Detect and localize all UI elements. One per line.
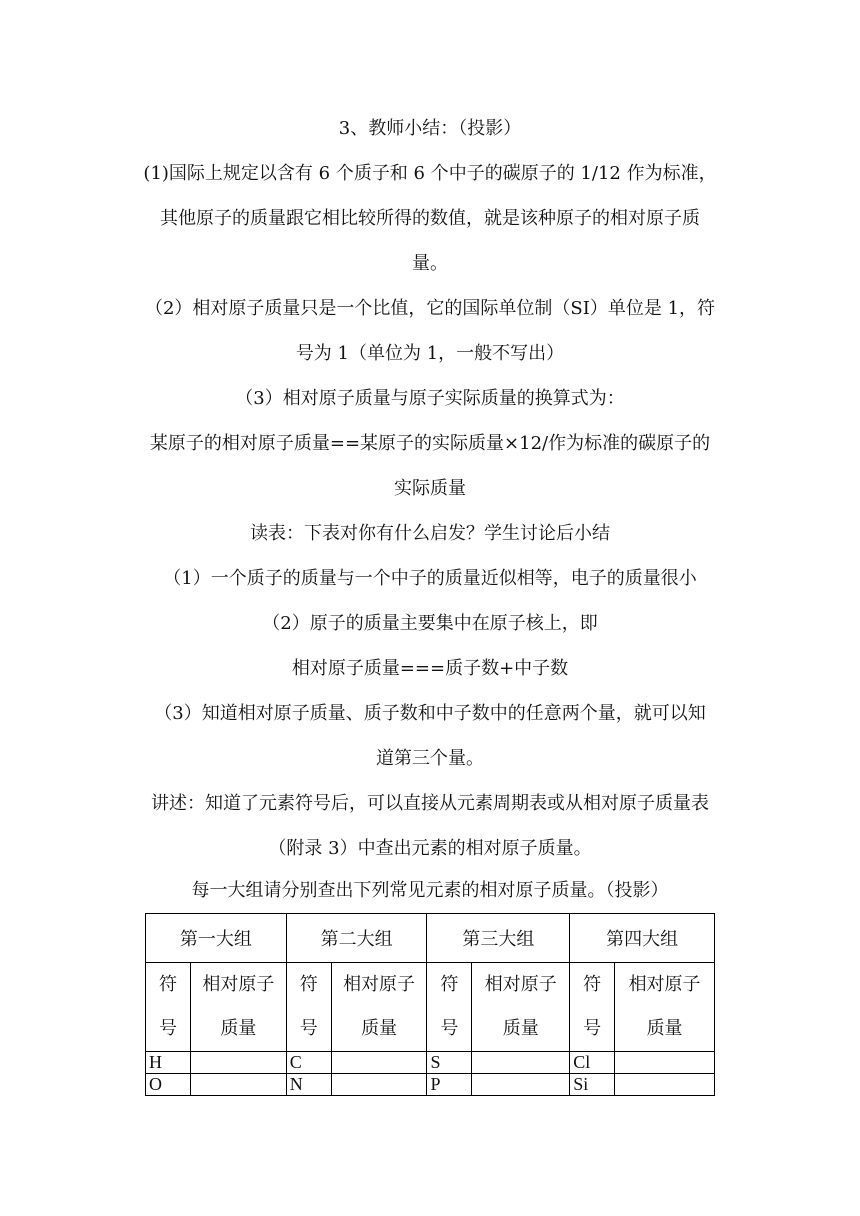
relative-mass-header: 相对原子 质量 bbox=[331, 963, 427, 1052]
conversion-formula-line-2: 实际质量 bbox=[394, 478, 466, 499]
relative-mass-header: 相对原子 质量 bbox=[615, 963, 715, 1052]
relative-mass-header: 相对原子 质量 bbox=[190, 963, 286, 1052]
table-row bbox=[146, 1052, 715, 1074]
symbol-header: 符 号 bbox=[146, 963, 191, 1052]
group-4-header: 第四大组 bbox=[570, 914, 715, 963]
section-title: 3、教师小结：（投影） bbox=[338, 118, 522, 139]
relative-mass-cell bbox=[472, 1074, 570, 1096]
table-row bbox=[146, 1074, 715, 1096]
relative-mass-cell bbox=[615, 1052, 715, 1074]
group-1-header: 第一大组 bbox=[146, 914, 287, 963]
group-3-header: 第三大组 bbox=[427, 914, 570, 963]
element-symbol-cell: Cl bbox=[570, 1052, 615, 1074]
element-symbol-cell: O bbox=[146, 1074, 191, 1096]
symbol-header: 符 号 bbox=[570, 963, 615, 1052]
element-symbol-cell: P bbox=[427, 1074, 472, 1096]
discussion-point-3-line-1: （3）知道相对原子质量、质子数和中子数中的任意两个量，就可以知 bbox=[154, 703, 706, 724]
element-symbol-cell: H bbox=[146, 1052, 191, 1074]
lecture-line-2: （附录 3）中查出元素的相对原子质量。 bbox=[268, 838, 592, 859]
discussion-point-2: （2）原子的质量主要集中在原子核上，即 bbox=[262, 613, 598, 634]
relative-mass-cell bbox=[190, 1052, 286, 1074]
summary-point-1-line-3: 量。 bbox=[412, 253, 448, 274]
relative-mass-cell bbox=[190, 1074, 286, 1096]
symbol-header: 符 号 bbox=[427, 963, 472, 1052]
summary-point-2-line-1: （2）相对原子质量只是一个比值，它的国际单位制（SI）单位是 1，符 bbox=[144, 298, 716, 319]
group-2-header: 第二大组 bbox=[286, 914, 427, 963]
discussion-point-1: （1）一个质子的质量与一个中子的质量近似相等，电子的质量很小 bbox=[163, 568, 697, 589]
summary-point-1-line-2: 其他原子的质量跟它相比较所得的数值，就是该种原子的相对原子质 bbox=[160, 208, 700, 229]
relative-mass-cell bbox=[615, 1074, 715, 1096]
table-column-header-row bbox=[146, 963, 715, 1052]
relative-mass-cell bbox=[331, 1052, 427, 1074]
table-group-header-row bbox=[146, 914, 715, 963]
lecture-line-1: 讲述：知道了元素符号后，可以直接从元素周期表或从相对原子质量表 bbox=[151, 793, 709, 814]
summary-point-2-line-2: 号为 1（单位为 1，一般不写出） bbox=[295, 343, 565, 364]
element-symbol-cell: N bbox=[286, 1074, 331, 1096]
group-task-instruction: 每一大组请分别查出下列常见元素的相对原子质量。（投影） bbox=[191, 880, 669, 901]
relative-mass-cell bbox=[331, 1074, 427, 1096]
symbol-header: 符 号 bbox=[286, 963, 331, 1052]
element-symbol-cell: S bbox=[427, 1052, 472, 1074]
conversion-formula-line-1: 某原子的相对原子质量==某原子的实际质量×12/作为标准的碳原子的 bbox=[149, 433, 711, 454]
reading-prompt: 读表：下表对你有什么启发？学生讨论后小结 bbox=[250, 523, 610, 544]
element-mass-table bbox=[145, 913, 715, 1096]
element-symbol-cell: C bbox=[286, 1052, 331, 1074]
relative-mass-cell bbox=[472, 1052, 570, 1074]
summary-point-3: （3）相对原子质量与原子实际质量的换算式为： bbox=[235, 388, 625, 409]
relative-mass-header: 相对原子 质量 bbox=[472, 963, 570, 1052]
mass-formula: 相对原子质量===质子数+中子数 bbox=[291, 658, 569, 679]
summary-point-1-line-1: (1)国际上规定以含有 6 个质子和 6 个中子的碳原子的 1/12 作为标准， bbox=[143, 163, 717, 184]
discussion-point-3-line-2: 道第三个量。 bbox=[376, 748, 484, 769]
element-symbol-cell: Si bbox=[570, 1074, 615, 1096]
